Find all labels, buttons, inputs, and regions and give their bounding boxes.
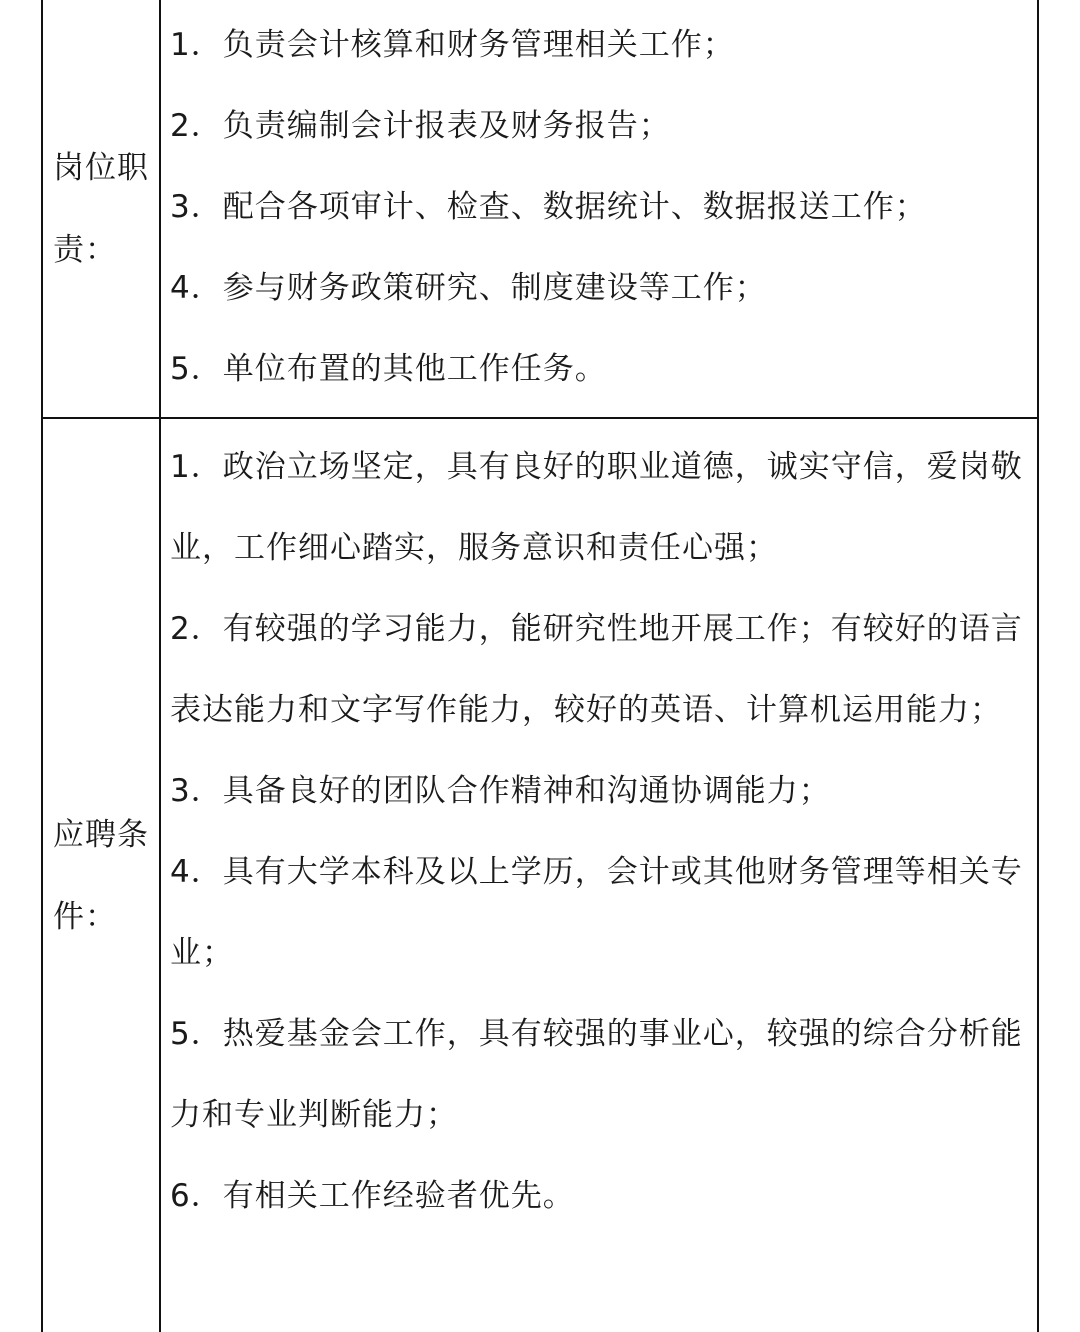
requirements-row [43, 417, 1037, 1332]
duty-item: 1．负责会计核算和财务管理相关工作； [170, 27, 735, 63]
requirements-content-cell [161, 419, 1037, 1332]
duties-content-cell [161, 0, 1037, 417]
requirement-item: 2．有较强的学习能力，能研究性地开展工作；有较好的语言表达能力和文字写作能力，较好的英语、计算机运用能力； [170, 611, 1023, 728]
requirement-item: 1．政治立场坚定，具有良好的职业道德，诚实守信，爱岗敬业，工作细心踏实，服务意识和责任心强； [170, 449, 1023, 566]
requirement-item: 6．有相关工作经验者优先。 [170, 1178, 575, 1214]
job-description-table [41, 0, 1039, 1332]
requirement-item: 3．具备良好的团队合作精神和沟通协调能力； [170, 773, 831, 809]
duty-item: 5．单位布置的其他工作任务。 [170, 351, 607, 387]
duty-item: 4．参与财务政策研究、制度建设等工作； [170, 270, 767, 306]
duties-label-cell [43, 0, 161, 417]
requirements-label: 应聘条件： [53, 816, 149, 935]
requirement-item: 5．热爱基金会工作，具有较强的事业心，较强的综合分析能力和专业判断能力； [170, 1016, 1023, 1133]
duty-item: 2．负责编制会计报表及财务报告； [170, 108, 671, 144]
duties-row [43, 0, 1037, 417]
duty-item: 3．配合各项审计、检查、数据统计、数据报送工作； [170, 189, 927, 225]
requirements-label-cell [43, 419, 161, 1332]
duties-label: 岗位职责： [53, 149, 149, 268]
requirement-item: 4．具有大学本科及以上学历，会计或其他财务管理等相关专业； [170, 854, 1023, 971]
